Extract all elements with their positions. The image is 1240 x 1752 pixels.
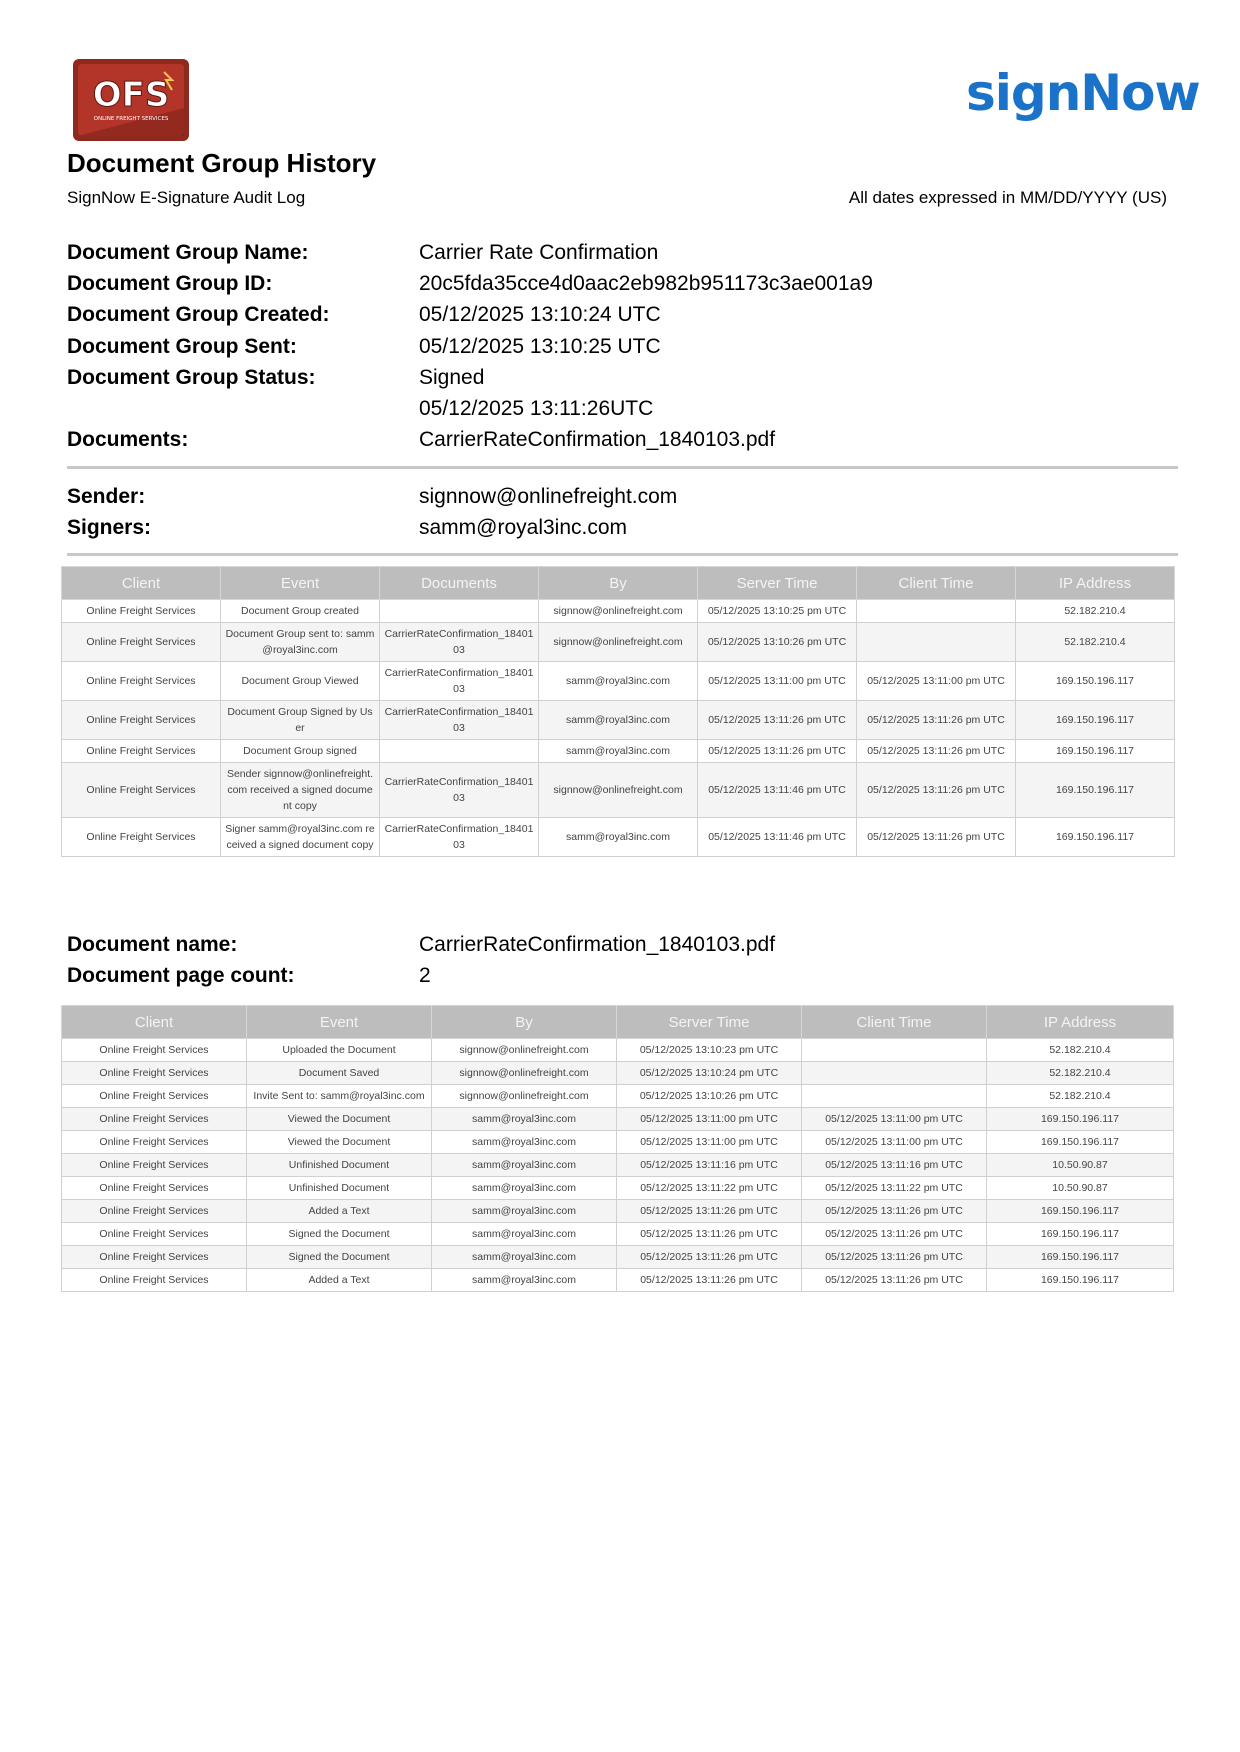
table-row	[62, 701, 1175, 740]
column-header: Client	[62, 1006, 247, 1039]
table-cell	[857, 623, 1016, 662]
table-row	[62, 600, 1175, 623]
table-cell: 05/12/2025 13:11:00 pm UTC	[617, 1131, 802, 1154]
column-header: By	[432, 1006, 617, 1039]
table-cell: signnow@onlinefreight.com	[432, 1039, 617, 1062]
table-cell: 52.182.210.4	[1016, 600, 1175, 623]
dates-format-note: All dates expressed in MM/DD/YYYY (US)	[848, 188, 1167, 207]
table-cell: Added a Text	[247, 1269, 432, 1292]
table-cell: 05/12/2025 13:11:00 pm UTC	[802, 1131, 987, 1154]
ofs-logo-text: OFS	[92, 75, 170, 115]
table-cell: Online Freight Services	[62, 1223, 247, 1246]
table-row	[62, 1085, 1174, 1108]
table-cell: 05/12/2025 13:10:25 pm UTC	[698, 600, 857, 623]
table-cell: CarrierRateConfirmation_1840103	[380, 818, 539, 857]
table-cell: samm@royal3inc.com	[539, 701, 698, 740]
table-cell: Online Freight Services	[62, 600, 221, 623]
table-cell: Unfinished Document	[247, 1154, 432, 1177]
table-cell: 169.150.196.117	[987, 1108, 1174, 1131]
table-cell: 05/12/2025 13:11:00 pm UTC	[698, 662, 857, 701]
table-cell: Sender signnow@onlinefreight.com received a signed document copy	[221, 763, 380, 818]
table-cell	[802, 1039, 987, 1062]
table-cell: 169.150.196.117	[1016, 701, 1175, 740]
table-cell: 05/12/2025 13:10:23 pm UTC	[617, 1039, 802, 1062]
group-created-value: 05/12/2025 13:10:24 UTC	[419, 303, 661, 326]
table-cell: 169.150.196.117	[987, 1246, 1174, 1269]
document-name-value: CarrierRateConfirmation_1840103.pdf	[419, 933, 776, 956]
table-cell: Online Freight Services	[62, 1177, 247, 1200]
table-cell: 169.150.196.117	[987, 1200, 1174, 1223]
table-row	[62, 1131, 1174, 1154]
table-cell: Document Group created	[221, 600, 380, 623]
table-cell: 10.50.90.87	[987, 1154, 1174, 1177]
table-cell: Document Group signed	[221, 740, 380, 763]
column-header: IP Address	[987, 1006, 1174, 1039]
signers-label: Signers:	[67, 516, 152, 539]
table-cell: Online Freight Services	[62, 1085, 247, 1108]
table-cell: 05/12/2025 13:11:26 pm UTC	[802, 1200, 987, 1223]
table-cell: Viewed the Document	[247, 1108, 432, 1131]
document-events-table	[61, 1005, 1174, 1292]
table-cell: 05/12/2025 13:11:16 pm UTC	[617, 1154, 802, 1177]
table-cell: samm@royal3inc.com	[432, 1200, 617, 1223]
table-cell: 05/12/2025 13:11:26 pm UTC	[802, 1223, 987, 1246]
table-row	[62, 1269, 1174, 1292]
table-cell: 05/12/2025 13:11:46 pm UTC	[698, 818, 857, 857]
group-name-label: Document Group Name:	[67, 241, 309, 264]
table-cell: 169.150.196.117	[987, 1269, 1174, 1292]
table-cell: signnow@onlinefreight.com	[539, 763, 698, 818]
group-status-time: 05/12/2025 13:11:26UTC	[419, 397, 654, 420]
table-row	[62, 1223, 1174, 1246]
divider	[67, 466, 1178, 469]
table-cell: Online Freight Services	[62, 623, 221, 662]
group-id-label: Document Group ID:	[67, 272, 273, 295]
table-cell	[802, 1062, 987, 1085]
table-cell: Online Freight Services	[62, 1154, 247, 1177]
table-cell: Online Freight Services	[62, 701, 221, 740]
table-cell: 05/12/2025 13:10:26 pm UTC	[617, 1085, 802, 1108]
sender-label: Sender:	[67, 485, 146, 508]
table-cell: 05/12/2025 13:11:26 pm UTC	[617, 1246, 802, 1269]
table-cell: 05/12/2025 13:10:26 pm UTC	[698, 623, 857, 662]
column-header: Event	[247, 1006, 432, 1039]
table-cell: Online Freight Services	[62, 740, 221, 763]
table-cell: Online Freight Services	[62, 1039, 247, 1062]
table-cell: 05/12/2025 13:11:26 pm UTC	[857, 763, 1016, 818]
table-cell: samm@royal3inc.com	[539, 818, 698, 857]
table-cell: Document Group Viewed	[221, 662, 380, 701]
column-header: Event	[221, 567, 380, 600]
documents-label: Documents:	[67, 428, 189, 451]
table-row	[62, 1062, 1174, 1085]
table-cell: samm@royal3inc.com	[432, 1223, 617, 1246]
table-cell: 05/12/2025 13:11:22 pm UTC	[617, 1177, 802, 1200]
table-cell	[380, 740, 539, 763]
table-cell: Uploaded the Document	[247, 1039, 432, 1062]
table-cell: samm@royal3inc.com	[539, 662, 698, 701]
table-cell: CarrierRateConfirmation_1840103	[380, 623, 539, 662]
group-sent-label: Document Group Sent:	[67, 335, 297, 358]
table-row	[62, 818, 1175, 857]
table-cell: samm@royal3inc.com	[432, 1246, 617, 1269]
table-cell: CarrierRateConfirmation_1840103	[380, 701, 539, 740]
table-cell: Document Group Signed by User	[221, 701, 380, 740]
table-cell: 05/12/2025 13:11:26 pm UTC	[698, 701, 857, 740]
table-row	[62, 740, 1175, 763]
table-cell: Signed the Document	[247, 1246, 432, 1269]
table-cell: 05/12/2025 13:10:24 pm UTC	[617, 1062, 802, 1085]
table-cell: 05/12/2025 13:11:26 pm UTC	[617, 1269, 802, 1292]
signnow-logo: signNow	[966, 64, 1200, 122]
table-cell: 05/12/2025 13:11:00 pm UTC	[617, 1108, 802, 1131]
table-cell: 169.150.196.117	[1016, 740, 1175, 763]
table-row	[62, 1108, 1174, 1131]
table-cell: 05/12/2025 13:11:16 pm UTC	[802, 1154, 987, 1177]
table-row	[62, 1200, 1174, 1223]
table-cell: Signed the Document	[247, 1223, 432, 1246]
page-title: Document Group History	[67, 148, 377, 178]
group-events-table	[61, 566, 1175, 857]
table-row	[62, 662, 1175, 701]
divider	[67, 553, 1178, 556]
group-sent-value: 05/12/2025 13:10:25 UTC	[419, 335, 661, 358]
group-created-label: Document Group Created:	[67, 303, 330, 326]
signers-value: samm@royal3inc.com	[419, 516, 628, 539]
table-row	[62, 623, 1175, 662]
table-cell: 52.182.210.4	[987, 1085, 1174, 1108]
table-cell: 52.182.210.4	[987, 1062, 1174, 1085]
group-status-label: Document Group Status:	[67, 366, 316, 389]
table-cell: 169.150.196.117	[987, 1223, 1174, 1246]
table-cell: Unfinished Document	[247, 1177, 432, 1200]
table-cell: Viewed the Document	[247, 1131, 432, 1154]
table-cell: Invite Sent to: samm@royal3inc.com	[247, 1085, 432, 1108]
column-header: IP Address	[1016, 567, 1175, 600]
table-cell: 05/12/2025 13:11:26 pm UTC	[617, 1223, 802, 1246]
table-cell: 52.182.210.4	[1016, 623, 1175, 662]
table-row	[62, 763, 1175, 818]
sender-value: signnow@onlinefreight.com	[419, 485, 678, 508]
column-header: By	[539, 567, 698, 600]
table-cell: 169.150.196.117	[1016, 763, 1175, 818]
table-cell: signnow@onlinefreight.com	[432, 1085, 617, 1108]
table-cell: Document Saved	[247, 1062, 432, 1085]
table-cell: Online Freight Services	[62, 1108, 247, 1131]
column-header: Server Time	[617, 1006, 802, 1039]
table-cell: 05/12/2025 13:11:26 pm UTC	[857, 701, 1016, 740]
group-name-value: Carrier Rate Confirmation	[419, 241, 659, 264]
table-cell: 05/12/2025 13:11:00 pm UTC	[802, 1108, 987, 1131]
table-cell	[802, 1085, 987, 1108]
table-cell: Online Freight Services	[62, 1246, 247, 1269]
table-cell: Document Group sent to: samm@royal3inc.com	[221, 623, 380, 662]
table-cell: 05/12/2025 13:11:26 pm UTC	[802, 1246, 987, 1269]
table-cell: 05/12/2025 13:11:26 pm UTC	[802, 1269, 987, 1292]
table-cell: 169.150.196.117	[1016, 662, 1175, 701]
table-cell: Online Freight Services	[62, 1131, 247, 1154]
table-cell: 52.182.210.4	[987, 1039, 1174, 1062]
table-cell: 05/12/2025 13:11:46 pm UTC	[698, 763, 857, 818]
table-cell: 10.50.90.87	[987, 1177, 1174, 1200]
table-cell: Signer samm@royal3inc.com received a signed document copy	[221, 818, 380, 857]
ofs-logo	[72, 58, 190, 142]
column-header: Client Time	[857, 567, 1016, 600]
table-cell: 169.150.196.117	[987, 1131, 1174, 1154]
column-header: Client	[62, 567, 221, 600]
table-cell: CarrierRateConfirmation_1840103	[380, 662, 539, 701]
table-cell: CarrierRateConfirmation_1840103	[380, 763, 539, 818]
table-cell: Online Freight Services	[62, 1200, 247, 1223]
group-id-value: 20c5fda35cce4d0aac2eb982b951173c3ae001a9	[419, 272, 873, 295]
table-row	[62, 1177, 1174, 1200]
table-cell: signnow@onlinefreight.com	[432, 1062, 617, 1085]
group-status-value: Signed	[419, 366, 485, 389]
table-cell	[857, 600, 1016, 623]
table-cell: samm@royal3inc.com	[432, 1108, 617, 1131]
table-cell: signnow@onlinefreight.com	[539, 600, 698, 623]
table-cell: 05/12/2025 13:11:22 pm UTC	[802, 1177, 987, 1200]
column-header: Server Time	[698, 567, 857, 600]
table-cell: Online Freight Services	[62, 818, 221, 857]
page-subtitle: SignNow E-Signature Audit Log	[67, 188, 306, 207]
table-cell: samm@royal3inc.com	[432, 1269, 617, 1292]
table-cell: samm@royal3inc.com	[432, 1177, 617, 1200]
ofs-logo-subtext: ONLINE FREIGHT SERVICES	[93, 116, 169, 122]
table-cell: Online Freight Services	[62, 1269, 247, 1292]
table-cell: signnow@onlinefreight.com	[539, 623, 698, 662]
table-header-row	[62, 1006, 1174, 1039]
column-header: Documents	[380, 567, 539, 600]
documents-value: CarrierRateConfirmation_1840103.pdf	[419, 428, 776, 451]
table-cell: 05/12/2025 13:11:00 pm UTC	[857, 662, 1016, 701]
table-cell: Online Freight Services	[62, 763, 221, 818]
table-cell: Online Freight Services	[62, 662, 221, 701]
table-cell: 05/12/2025 13:11:26 pm UTC	[698, 740, 857, 763]
table-cell	[380, 600, 539, 623]
table-cell: Online Freight Services	[62, 1062, 247, 1085]
page-count-value: 2	[419, 964, 431, 987]
table-cell: 05/12/2025 13:11:26 pm UTC	[857, 740, 1016, 763]
table-cell: 169.150.196.117	[1016, 818, 1175, 857]
document-name-label: Document name:	[67, 933, 238, 956]
table-header-row	[62, 567, 1175, 600]
column-header: Client Time	[802, 1006, 987, 1039]
table-cell: samm@royal3inc.com	[432, 1131, 617, 1154]
table-row	[62, 1246, 1174, 1269]
table-cell: samm@royal3inc.com	[539, 740, 698, 763]
table-cell: 05/12/2025 13:11:26 pm UTC	[857, 818, 1016, 857]
page-count-label: Document page count:	[67, 964, 295, 987]
table-cell: samm@royal3inc.com	[432, 1154, 617, 1177]
table-row	[62, 1154, 1174, 1177]
table-cell: 05/12/2025 13:11:26 pm UTC	[617, 1200, 802, 1223]
table-cell: Added a Text	[247, 1200, 432, 1223]
table-row	[62, 1039, 1174, 1062]
